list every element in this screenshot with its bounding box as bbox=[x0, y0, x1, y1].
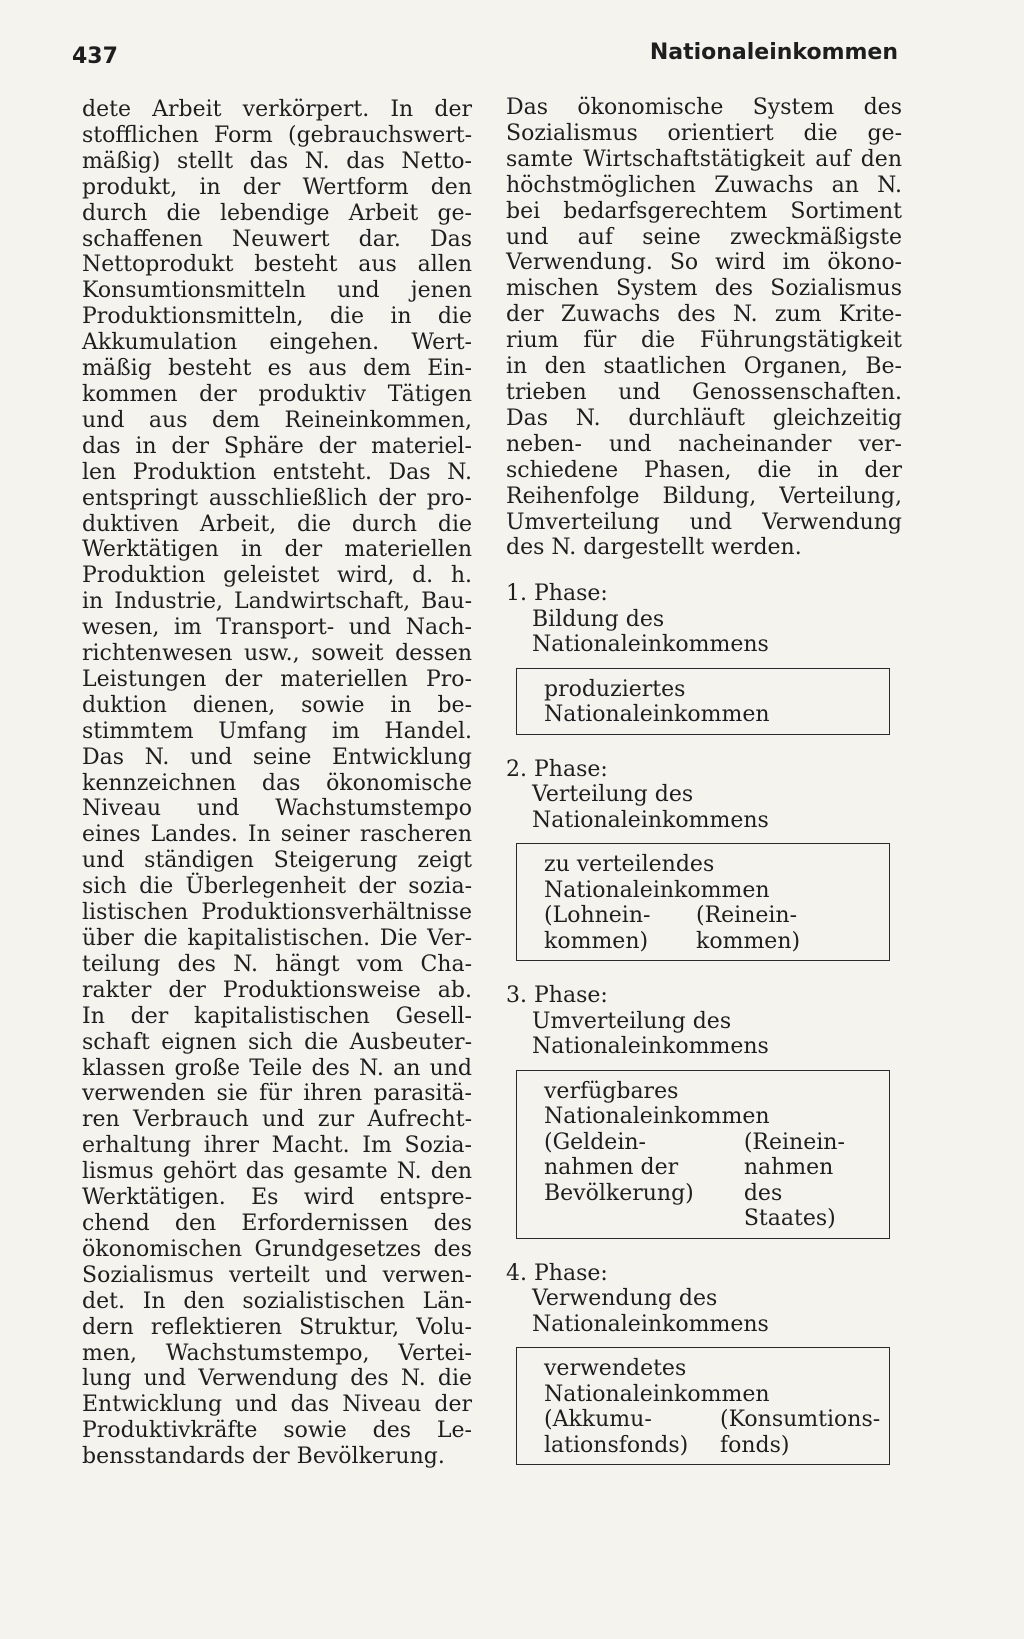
text-line: entspringt ausschließlich der pro- bbox=[82, 485, 472, 511]
phase-box bbox=[516, 668, 890, 735]
box-text: lationsfonds) bbox=[544, 1432, 689, 1458]
running-head: Nationaleinkommen bbox=[649, 40, 898, 65]
text-line: schaffenen Neuwert dar. Das bbox=[82, 226, 472, 252]
box-split bbox=[544, 1407, 881, 1458]
box-left-part bbox=[544, 1407, 720, 1458]
phase-subtitle: Bildung des bbox=[532, 606, 665, 632]
text-line: und aus dem Reineinkommen, bbox=[82, 407, 472, 433]
text-line: Sozialismus verteilt und verwen- bbox=[82, 1262, 472, 1288]
phase-2 bbox=[506, 757, 902, 962]
text-line: kennzeichnen das ökonomische bbox=[82, 770, 472, 796]
phase-4 bbox=[506, 1261, 902, 1466]
phase-box bbox=[516, 1347, 890, 1465]
phase-subtitle: Verwendung des bbox=[532, 1286, 718, 1312]
text-line: schaft eignen sich die Ausbeuter- bbox=[82, 1029, 472, 1055]
text-line: richtenwesen usw., soweit dessen bbox=[82, 641, 472, 667]
text-line: Das N. und seine Entwicklung bbox=[82, 744, 472, 770]
text-line: Reihenfolge Bildung, Verteilung, bbox=[506, 483, 902, 509]
text-line: der Zuwachs des N. zum Krite- bbox=[506, 302, 902, 328]
text-line: Produktivkräfte sowie des Le- bbox=[82, 1418, 472, 1444]
phase-subtitle: Verteilung des bbox=[532, 782, 694, 808]
text-line: Werktätigen. Es wird entspre- bbox=[82, 1185, 472, 1211]
page-number: 437 bbox=[72, 44, 118, 69]
text-line: eines Landes. In seiner rascheren bbox=[82, 822, 472, 848]
box-text: (Geldein- bbox=[544, 1129, 646, 1155]
text-line: samte Wirtschaftstätigkeit auf den bbox=[506, 146, 902, 172]
phase-title: 4. Phase: bbox=[506, 1260, 608, 1286]
box-label: zu verteilendes bbox=[544, 852, 715, 878]
phase-subtitle: Nationaleinkommens bbox=[532, 807, 769, 833]
text-line: erhaltung ihrer Macht. Im Sozia- bbox=[82, 1133, 472, 1159]
text-line: Verwendung. So wird im ökono- bbox=[506, 250, 902, 276]
phase-box bbox=[516, 1070, 890, 1239]
text-line: und ständigen Steigerung zeigt bbox=[82, 848, 472, 874]
box-label: produziertes bbox=[544, 676, 686, 702]
text-line: ren Verbrauch und zur Aufrecht- bbox=[82, 1107, 472, 1133]
text-line: in den staatlichen Organen, Be- bbox=[506, 354, 902, 380]
text-line: len Produktion entsteht. Das N. bbox=[82, 459, 472, 485]
text-line: Werktätigen in der materiellen bbox=[82, 537, 472, 563]
text-line: Leistungen der materiellen Pro- bbox=[82, 666, 472, 692]
left-text-column bbox=[82, 97, 472, 1470]
text-line: Das ökonomische System des bbox=[506, 95, 902, 120]
box-text: (Reinein- bbox=[696, 903, 798, 929]
text-line: dern reflektieren Struktur, Volu- bbox=[82, 1314, 472, 1340]
text-line: trieben und Genossenschaften. bbox=[506, 379, 902, 405]
text-line: klassen große Teile des N. an und bbox=[82, 1055, 472, 1081]
text-line: Produktion geleistet wird, d. h. bbox=[82, 563, 472, 589]
text-line: und auf seine zweckmäßigste bbox=[506, 224, 902, 250]
box-label: verwendetes bbox=[544, 1356, 687, 1382]
text-line: bei bedarfsgerechtem Sortiment bbox=[506, 198, 902, 224]
box-text: Bevölkerung) bbox=[544, 1180, 694, 1206]
text-line: das in der Sphäre der materiel- bbox=[82, 433, 472, 459]
text-line: des N. dargestellt werden. bbox=[506, 535, 802, 561]
box-split bbox=[544, 903, 881, 954]
text-line: über die kapitalistischen. Die Ver- bbox=[82, 926, 472, 951]
text-line: duktion dienen, sowie in be- bbox=[82, 692, 472, 718]
text-line: kommen der produktiv Tätigen bbox=[82, 381, 472, 407]
text-line: bensstandards der Bevölkerung. bbox=[82, 1444, 445, 1470]
text-line: neben- und nacheinander ver- bbox=[506, 431, 902, 457]
box-label: Nationaleinkommen bbox=[544, 1381, 770, 1407]
phase-subtitle: Nationaleinkommens bbox=[532, 1311, 769, 1337]
text-line: verwenden sie für ihren parasitä- bbox=[82, 1081, 472, 1107]
right-text-column bbox=[506, 95, 902, 1487]
phase-subtitle: Nationaleinkommens bbox=[532, 1034, 769, 1060]
phase-title: 1. Phase: bbox=[506, 581, 608, 607]
text-line: listischen Produktionsverhältnisse bbox=[82, 900, 472, 926]
box-right-part bbox=[696, 903, 800, 954]
text-line: duktiven Arbeit, die durch die bbox=[82, 511, 472, 537]
text-line: schiedene Phasen, die in der bbox=[506, 457, 902, 483]
text-line: stimmtem Umfang im Handel. bbox=[82, 718, 472, 744]
box-split bbox=[544, 1130, 881, 1232]
text-line: rium für die Führungstätigkeit bbox=[506, 328, 902, 354]
right-paragraph bbox=[506, 95, 902, 561]
text-line: Produktionsmitteln, die in die bbox=[82, 304, 472, 330]
box-text: (Lohnein- bbox=[544, 903, 651, 929]
text-line: det. In den sozialistischen Län- bbox=[82, 1288, 472, 1314]
text-line: in Industrie, Landwirtschaft, Bau- bbox=[82, 589, 472, 615]
text-line: Umverteilung und Verwendung bbox=[506, 509, 902, 535]
text-line: Konsumtionsmitteln und jenen bbox=[82, 278, 472, 304]
text-line: ökonomischen Grundgesetzes des bbox=[82, 1236, 472, 1262]
box-text: (Reinein- bbox=[743, 1129, 845, 1155]
phase-list bbox=[506, 581, 902, 1465]
text-line: höchstmöglichen Zuwachs an N. bbox=[506, 172, 902, 198]
text-line: produkt, in der Wertform den bbox=[82, 174, 472, 200]
text-line: sich die Überlegenheit der sozia- bbox=[82, 874, 472, 900]
text-line: Nettoprodukt besteht aus allen bbox=[82, 252, 472, 278]
text-line: Das N. durchläuft gleichzeitig bbox=[506, 405, 902, 431]
text-line: men, Wachstumstempo, Vertei- bbox=[82, 1340, 472, 1366]
box-left-part bbox=[544, 903, 696, 954]
text-line: teilung des N. hängt vom Cha- bbox=[82, 951, 472, 977]
text-line: durch die lebendige Arbeit ge- bbox=[82, 200, 472, 226]
phase-title: 3. Phase: bbox=[506, 983, 608, 1009]
phase-3 bbox=[506, 983, 902, 1239]
text-line: rakter der Produktionsweise ab. bbox=[82, 977, 472, 1003]
box-label: Nationaleinkommen bbox=[544, 1104, 770, 1130]
box-left-part bbox=[544, 1130, 744, 1232]
text-line: wesen, im Transport- und Nach- bbox=[82, 615, 472, 641]
box-text: kommen) bbox=[544, 928, 649, 954]
text-line: mäßig) stellt das N. das Netto- bbox=[82, 148, 472, 174]
text-line: lung und Verwendung des N. die bbox=[82, 1366, 472, 1392]
text-line: Sozialismus orientiert die ge- bbox=[506, 120, 902, 146]
box-label: Nationaleinkommen bbox=[544, 877, 770, 903]
box-text: nahmen der bbox=[544, 1155, 679, 1181]
box-label: verfügbares bbox=[544, 1078, 679, 1104]
text-line: Niveau und Wachstumstempo bbox=[82, 796, 472, 822]
box-text: fonds) bbox=[720, 1432, 790, 1458]
box-text: (Akkumu- bbox=[544, 1407, 652, 1433]
box-label: Nationaleinkommen bbox=[544, 702, 770, 728]
box-right-part bbox=[720, 1407, 880, 1458]
text-line: stofflichen Form (gebrauchswert- bbox=[82, 122, 472, 148]
box-text: des Staates) bbox=[743, 1180, 836, 1232]
phase-1 bbox=[506, 581, 902, 735]
phase-subtitle: Umverteilung des bbox=[532, 1008, 732, 1034]
box-text: kommen) bbox=[696, 928, 801, 954]
box-text: nahmen bbox=[743, 1155, 834, 1181]
text-line: mäßig besteht es aus dem Ein- bbox=[82, 356, 472, 382]
text-line: Akkumulation eingehen. Wert- bbox=[82, 330, 472, 356]
text-line: In der kapitalistischen Gesell- bbox=[82, 1003, 472, 1029]
phase-box bbox=[516, 843, 890, 961]
text-line: mischen System des Sozialismus bbox=[506, 276, 902, 302]
box-right-part bbox=[744, 1130, 881, 1232]
phase-title: 2. Phase: bbox=[506, 756, 608, 782]
box-text: (Konsumtions- bbox=[720, 1407, 881, 1433]
text-line: dete Arbeit verkörpert. In der bbox=[82, 97, 472, 122]
text-line: chend den Erfordernissen des bbox=[82, 1210, 472, 1236]
phase-subtitle: Nationaleinkommens bbox=[532, 632, 769, 658]
text-line: Entwicklung und das Niveau der bbox=[82, 1392, 472, 1418]
text-line: lismus gehört das gesamte N. den bbox=[82, 1159, 472, 1185]
